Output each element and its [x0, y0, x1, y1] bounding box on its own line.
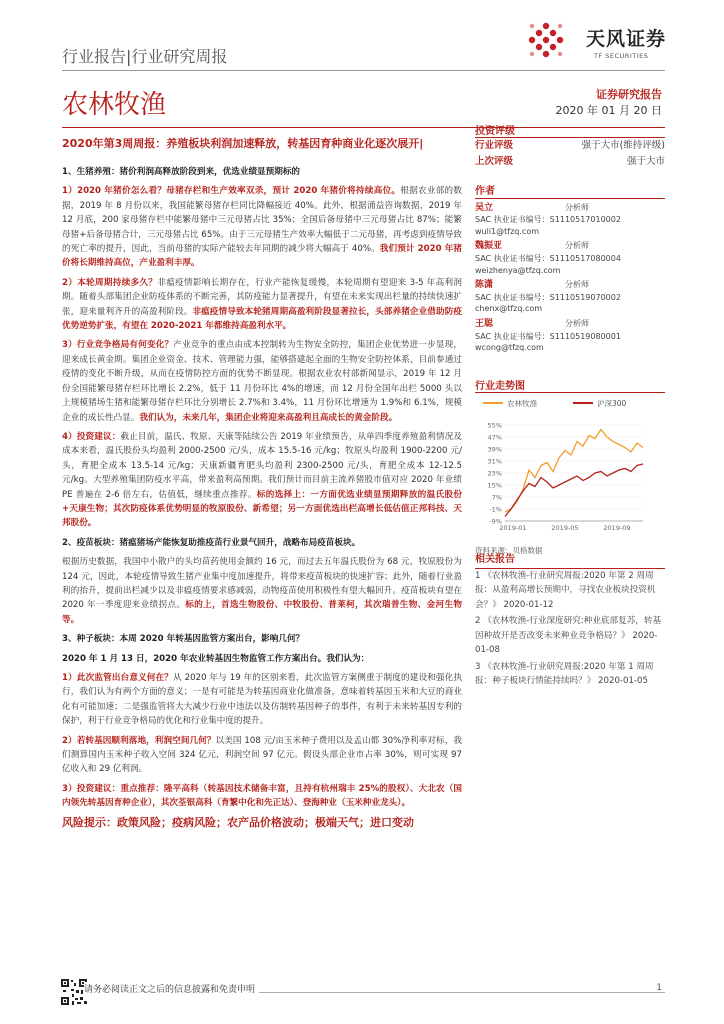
- author-entry: 吴立 分析师 SAC 执业证书编号：S1110517010002 wuli1@tfzq.com: [475, 202, 665, 238]
- report-category: 行业报告|行业研究周报: [62, 47, 228, 66]
- x-tick-label: 2019-05: [551, 524, 579, 532]
- authors-divider: [475, 198, 665, 199]
- chart-source: 资料来源：贝格数据: [475, 546, 543, 555]
- main-body: [62, 165, 462, 830]
- section-3-date: 2020 年 1 月 13 日，2020 年农业转基因生物监管工作方案出台。我们认为：: [62, 653, 370, 664]
- legend-label: 农林牧渔: [507, 399, 537, 408]
- paragraph-2: 2）本轮周期持续多久？非瘟疫情影响长期存在，行业产能恢复缓慢，本轮周期有望迎来 3-5 年高利润期。随着头部集团企业防疫体系的不断完善，其防疫能力显著提升，有望在未来实现出栏量的持续快速扩张，迎来量利齐升的高盈利阶段。非瘟疫情导致本轮猪周期高盈利阶段显著拉长，头部养猪企业借助防疫优势逆势扩张，有望在 2020-2021 年都维持高盈利水平。: [62, 277, 462, 332]
- x-tick-label: 2019-01: [499, 524, 527, 532]
- series-line: [505, 464, 643, 517]
- related-heading: 相关报告: [475, 554, 515, 565]
- author-entry: 王聪 分析师 SAC 执业证书编号：S1110519080001 wcong@tfzq.com: [475, 318, 665, 354]
- industry-rating-row: 行业评级 强于大市(维持评级): [475, 140, 665, 151]
- section-2-heading: 2、疫苗板块：猪瘟猪场产能恢复助推疫苗行业景气回升，战略布局疫苗板块。: [62, 537, 361, 548]
- y-tick-label: 7%: [491, 493, 502, 502]
- author-email[interactable]: chenx@tfzq.com: [475, 304, 543, 314]
- rating-heading: 投资评级: [475, 126, 515, 137]
- related-report-link[interactable]: 2 《农林牧渔-行业深度研究:种业底部复苏，转基因种故开是否改变未来种业竞争格局？》 2020-01-08: [475, 616, 662, 655]
- y-tick-label: 47%: [487, 433, 502, 442]
- paragraph-5: 根据历史数据，我国中小散户的头均苗药使用金额约 16 元，而过去五年温氏股份为 68 元，牧原股份为 124 元，因此，本轮疫情导致生猪产业集中度加速提升，将带来疫苗板块的快速扩容；此外，随着行业盈利的抬升，提前出栏减少以及非瘟疫情要求感减弱，动物疫苗使用积极性有望大幅回升。疫苗板块有望在 2020 年一季度迎来业绩拐点。标的上，首选生物股份、中牧股份、普莱柯，其次瑞普生物、金河生物等。: [62, 557, 462, 625]
- paragraph-1: 1）2020 年猪价怎么看？母猪存栏和生产效率双杀，预计 2020 年猪价将持续高位。根据农业部的数据，2019 年 8 月份以来，我国能繁母猪存栏同比降幅接近 40%。此外，根据涌益咨询数据，2019 年 12 月底，200 家母猪存栏中能繁母猪中三元母猪占比 35%；全国后备母猪中三元母猪占比 87%；能繁母猪+后备母猪合计，三元母猪占比 65%。由于三元母猪生产效率大幅低于二元母猪，再考虑到疫情导致的死亡率的提升，因此，当前母猪的实际产能较去年同期的减少将大幅高于 40%。我们预计 2020 年猪价将长期维持高位，产业盈利丰厚。: [62, 186, 462, 269]
- y-tick-label: 39%: [487, 445, 502, 454]
- authors-heading: 作者: [475, 186, 495, 197]
- header-divider: [62, 70, 665, 71]
- doc-type: 证券研究报告: [596, 88, 662, 101]
- report-title: 2020年第3周周报：养殖板块利润加速释放，转基因育种商业化逐次展开|: [62, 137, 424, 150]
- risk-warning: 风险提示：政策风险；疫病风险；农产品价格波动；极端天气；进口变动: [62, 815, 414, 829]
- paragraph-4: 4）投资建议：截止目前，温氏、牧原、天康等陆续公告 2019 年业绩预告，从单四季度养殖盈利情况及成本来看，温氏股份头均盈利 2000-2500 元/头，成本 15.5-16 元/kg；牧原头均盈利 1900-2200 元/头，育肥全成本 13.5-14 元/kg；天康新疆育肥头均盈利 2300-2500 元/头，育肥全成本 12-12.5 元/kg。大型养殖集团防疫水平高，带来盈利高预期。我们预计而目前主流养猪股市值对应 2020 年业绩 PE 普遍在 2-6 倍左右，估值低，继续重点推荐。标的选择上：一方面优选业绩显预期释放的温氏股份+天康生物；其次防疫体系优势明显的牧原股份、新希望；另一方面优选出栏高增长低估值正邦科技、天邦股份。: [62, 431, 463, 529]
- paragraph-7: 2）若转基因顺利落地，利润空间几何？以美国 108 元/亩玉米种子费用以及孟山都 30%净利率对标，我们测算国内玉米种子收入空间 324 亿元，利润空间 97 亿元。假设头部企业市占率 30%，则可实现 97 亿收入和 29 亿利润。: [62, 735, 462, 775]
- report-date: 2020 年 01 月 20 日: [555, 104, 662, 117]
- y-tick-label: 55%: [487, 421, 502, 430]
- author-email[interactable]: wcong@tfzq.com: [475, 343, 544, 353]
- related-reports-panel: [475, 553, 665, 691]
- paragraph-8: 3）投资建议：重点推荐：隆平高科（转基因技术储备丰富，且持有杭州瑞丰 25%的股权）、大北农（国内领先转基因育种企业），其次荃银高科（育繁中化和先正达）、登海种业（玉米种业龙头）。: [62, 783, 462, 809]
- brand-name: 天风证券: [586, 28, 667, 50]
- paragraph-3: 3）行业竞争格局有何变化？产业竞争的重点由成本控制转为生物安全防控，集团企业优势进一步显现，迎来成长黄金期。集团企业资金、技术、管理能力强，能够搭建起全面的生物安全防控体系，目前参通过疫情的变化不断升级，从而在疫情防控方面的优势不断显现。根据农业农村部新闻显示，2019 年 12 月份全国能繁母猪存栏环比增长 2.2%，低于 11 月份环比 4%的增速，而 12 月份全国年出栏 5000 头以上规模猪场生猪和能繁母猪存栏环比分别增长 2.7%和 3.4%，11 月份环比增速为 1.9%和 6.1%，规模企业的成长性凸显。我们认为，未来几年，集团企业将迎来高盈利且高成长的黄金阶段。: [62, 340, 462, 423]
- author-entry: 魏振亚 分析师 SAC 执业证书编号：S1110517080004 weizhenya@tfzq.com: [475, 240, 665, 276]
- y-tick-label: -9%: [489, 517, 502, 526]
- y-tick-label: 15%: [487, 481, 502, 490]
- chart-heading: 行业走势图: [475, 381, 525, 392]
- trend-chart-panel: [475, 377, 665, 556]
- y-tick-label: -1%: [489, 505, 502, 514]
- authors-panel: [475, 186, 665, 354]
- sector-title: 农林牧渔: [62, 90, 167, 120]
- y-tick-label: 23%: [487, 469, 502, 478]
- rating-panel: [475, 122, 665, 170]
- previous-rating-row: 上次评级 强于大市: [475, 156, 665, 167]
- footer-disclaimer[interactable]: 请务必阅读正文之后的信息披露和免责申明: [84, 982, 259, 995]
- page-number: 1: [656, 983, 662, 993]
- x-tick-label: 2019-09: [603, 524, 631, 532]
- legend-label: 沪深300: [597, 399, 627, 408]
- author-entry: 陈潇 分析师 SAC 执业证书编号：S1110519070002 chenx@tfzq.com: [475, 279, 665, 315]
- paragraph-6: 1）此次监管出台意义何在？从 2020 年与 19 年的区别来看，此次监管方案侧重于制度的建设和强化执行，我们认为有两个方面的意义；一是有可能是为转基因商业化做准备，意味着转基因玉米和大豆的商业化有可能加速；二是强监管将大大减少行业中违法以及仿制转基因种子的事件，有利于未来转基因专利的保护，利于行业竞争格局的优化和行业集中度的提升。: [62, 673, 463, 727]
- author-email[interactable]: weizhenya@tfzq.com: [475, 265, 561, 275]
- section-3-heading: 3、种子板块：本周 2020 年转基因监管方案出台，影响几何？: [62, 634, 305, 645]
- series-line: [505, 430, 643, 513]
- related-report-link[interactable]: 1 《农林牧渔-行业研究周报:2020 年第 2 周周报：从盈利高增长预期中，寻找农业板块投资机会？》 2020-01-12: [475, 570, 656, 610]
- author-email[interactable]: wuli1@tfzq.com: [475, 226, 540, 236]
- y-tick-label: 31%: [487, 457, 502, 466]
- brand-name-en: TF SECURITIES: [594, 52, 649, 60]
- section-1-heading: 1、生猪养殖：猪价利润高释放阶段到来，优选业绩显预期标的: [62, 167, 301, 177]
- trend-chart: [475, 393, 665, 543]
- related-report-link[interactable]: 3 《农林牧渔-行业研究周报:2020 年第 1 周周报：种子板块行情能持续吗？》 2020-01-05: [475, 661, 654, 686]
